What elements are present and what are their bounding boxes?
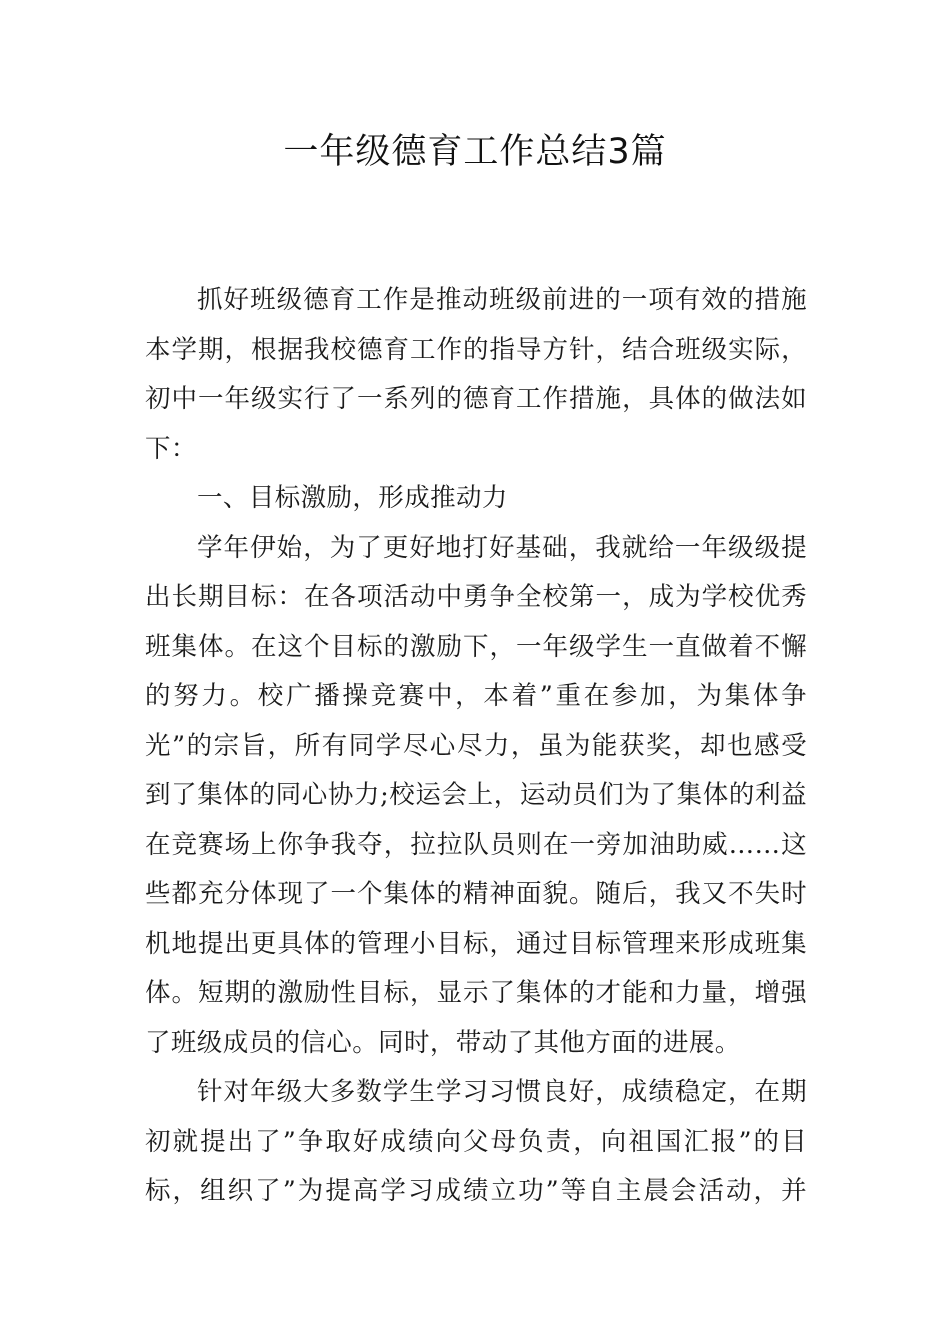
text-line: 针对年级大多数学生学习习惯良好，成绩稳定，在期 [197,1077,807,1107]
text-line: 些都充分体现了一个集体的精神面貌。随后，我又不失时 [145,879,807,909]
text-line: 在竞赛场上你争我夺，拉拉队员则在一旁加油助威……这 [145,829,807,860]
paragraph-intro [145,276,807,474]
text-line: 体。短期的激励性目标，显示了集体的才能和力量，增强 [145,978,807,1008]
text-line: 到了集体的同心协力;校运会上，运动员们为了集体的利益 [145,780,807,810]
text-line: 初就提出了”争取好成绩向父母负责，向祖国汇报”的目 [145,1126,807,1157]
section-heading [145,474,807,524]
text-line: 班集体。在这个目标的激励下，一年级学生一直做着不懈 [145,631,807,662]
document-title: 一年级德育工作总结3篇 [283,132,667,172]
text-line: 的努力。校广播操竞赛中，本着”重在参加，为集体争 [145,681,807,711]
paragraph-study-habits [145,1068,807,1217]
text-line: 出长期目标：在各项活动中勇争全校第一，成为学校优秀 [145,582,807,612]
text-line: 机地提出更具体的管理小目标，通过目标管理来形成班集 [145,928,807,959]
text-line: 本学期，根据我校德育工作的指导方针，结合班级实际， [145,334,807,365]
text-line: 光”的宗旨，所有同学尽心尽力，虽为能获奖，却也感受 [145,730,807,761]
text-line: 初中一年级实行了一系列的德育工作措施，具体的做法如 [145,384,807,414]
paragraph-goals [145,524,807,1069]
text-line: 了班级成员的信心。同时，带动了其他方面的进展。 [145,1027,741,1058]
text-line: 一、目标激励，形成推动力 [197,483,508,513]
text-line: 标，组织了”为提高学习成绩立功”等自主晨会活动，并 [145,1176,807,1206]
text-line: 抓好班级德育工作是推动班级前进的一项有效的措施 [197,285,807,315]
text-line: 下： [145,433,197,464]
document-body [145,276,807,1217]
text-line: 学年伊始，为了更好地打好基础，我就给一年级级提 [197,532,807,563]
